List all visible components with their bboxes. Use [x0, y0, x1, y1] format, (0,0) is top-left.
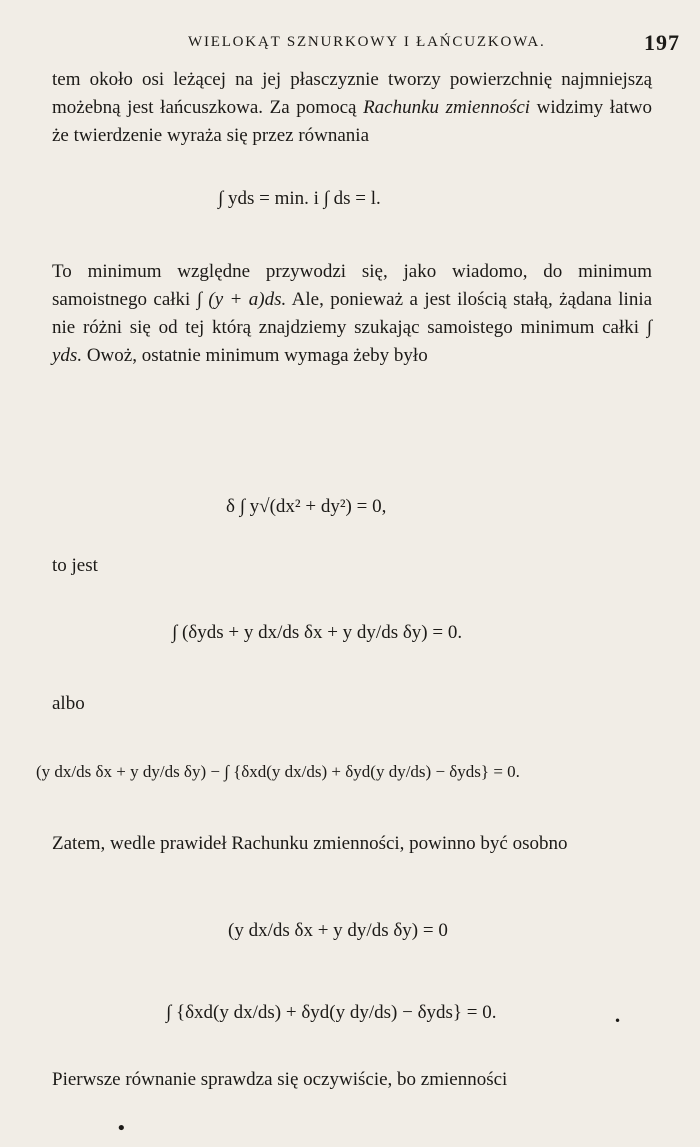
paragraph-3-text: to jest: [52, 555, 98, 576]
paragraph-2-text-c: Owoż, ostatnie minimum wymaga żeby było: [86, 345, 428, 366]
italic-emphasis: Rachunku zmienności: [363, 97, 531, 118]
equation-8: [166, 1002, 497, 1024]
paragraph-2: [52, 258, 652, 370]
paragraph-6: [52, 1066, 652, 1094]
paragraph-5: [52, 830, 652, 858]
print-speck-2: •: [614, 1014, 622, 1028]
equation-5: [172, 622, 462, 644]
paragraph-2-text-b: Ale, ponieważ a jest ilością stałą, żądana linia nie różni się od tej którą znajdziemy szukając samoistego minimum całki: [52, 289, 653, 338]
equation-8-text: ∫ {δxd(y dx/ds) + δyd(y dy/ds) − δyds} = 0.: [166, 1002, 497, 1023]
running-title: WIELOKĄT SZNURKOWY I ŁAŃCUZKOWA.: [188, 34, 546, 50]
print-speck: •: [116, 1118, 127, 1139]
equation-6-text: (y dx/ds δx + y dy/ds δy) − ∫ {δxd(y dx/ds) + δyd(y dy/ds) − δyds} = 0.: [36, 762, 520, 781]
paragraph-6-text: Pierwsze równanie sprawdza się oczywiście, bo zmienności: [52, 1069, 508, 1090]
paragraph-3: [52, 552, 652, 580]
page-number: 197: [644, 30, 680, 55]
equation-4: [226, 496, 386, 518]
paragraph-4-text: albo: [52, 693, 85, 714]
running-header: [60, 30, 680, 60]
equation-1-text: ∫ yds = min. i ∫ ds = l.: [218, 188, 381, 209]
paragraph-5-text: Zatem, wedle prawideł Rachunku zmienności, powinno być osobno: [52, 833, 568, 854]
equation-1: [218, 188, 381, 210]
equation-7: [228, 920, 448, 942]
paragraph-2-text-a: To minimum względne przywodzi się, jako wiadomo, do minimum samoistnego całki: [52, 261, 652, 310]
equation-2: ∫ (y + a)ds.: [196, 289, 287, 310]
equation-4-text: δ ∫ y√(dx² + dy²) = 0,: [226, 496, 387, 517]
equation-7-text: (y dx/ds δx + y dy/ds δy) = 0: [228, 920, 448, 941]
equation-3: ∫ yds.: [52, 317, 653, 366]
paragraph-4: [52, 690, 652, 718]
paragraph-1: [52, 66, 652, 150]
equation-5-text: ∫ (δyds + y dx/ds δx + y dy/ds δy) = 0.: [172, 622, 463, 643]
equation-6: [36, 762, 520, 782]
paragraph-1-text: tem około osi leżącej na jej płasczyznie tworzy powierzchnię najmniejszą możebną jest łańcuszkowa. Za pomocą Rachunku zmienności widzimy łatwo że twierdzenie wyraża się przez równania: [52, 69, 652, 146]
